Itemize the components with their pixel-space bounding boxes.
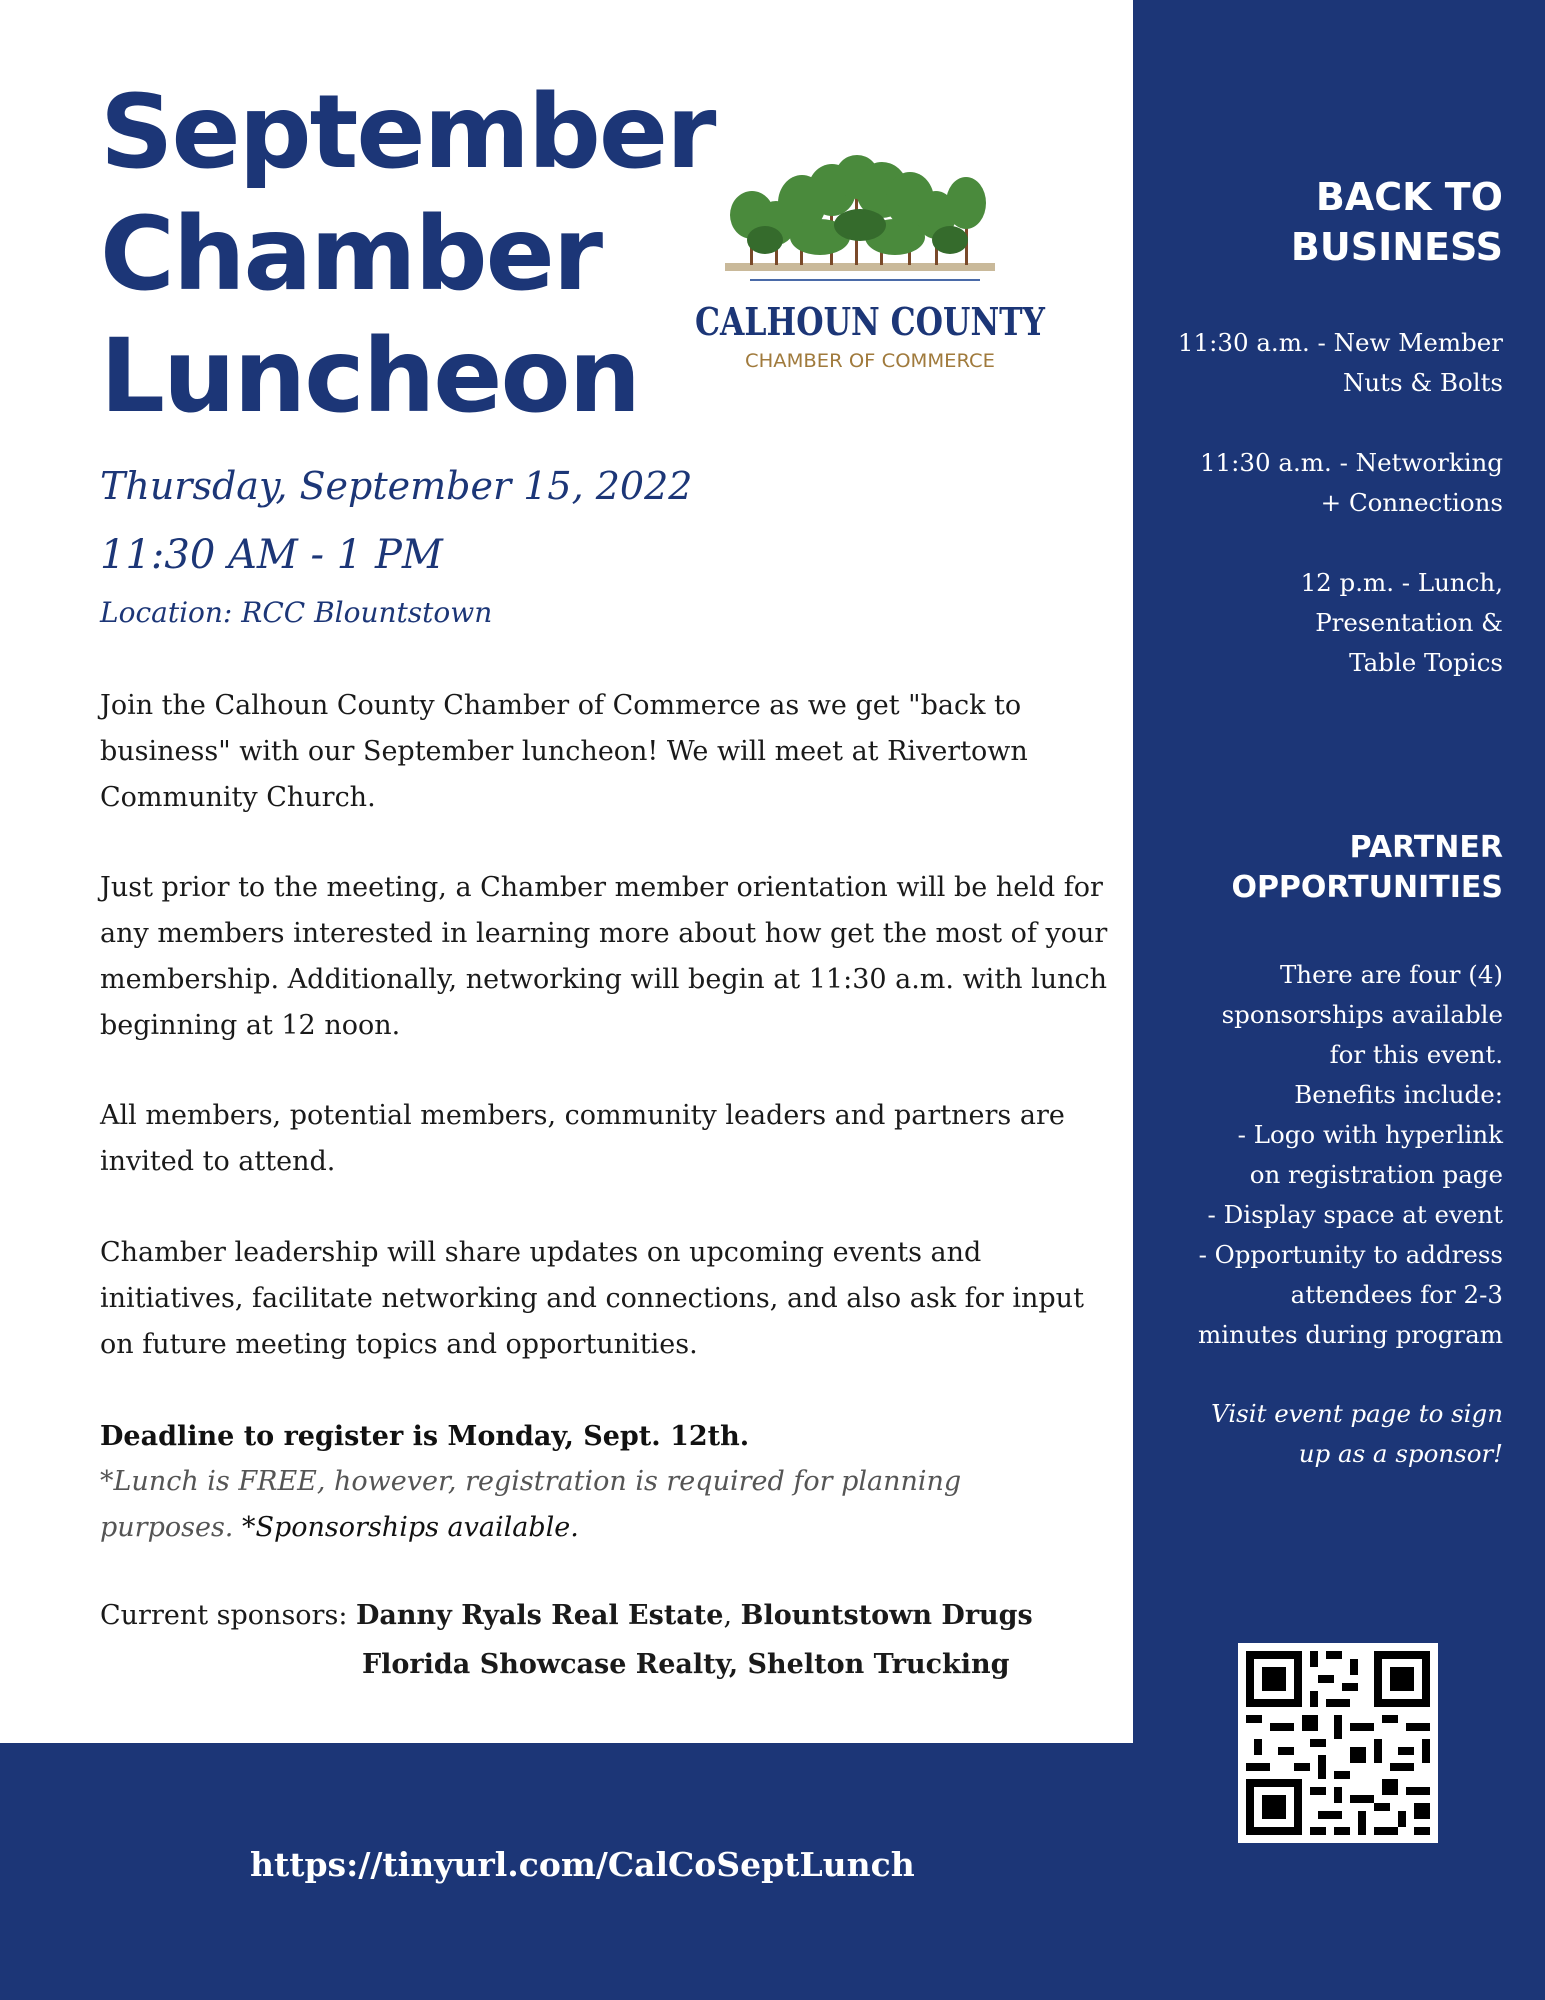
- agenda-line: + Connections: [1320, 488, 1503, 517]
- agenda-line: 12 p.m. - Lunch,: [1300, 568, 1503, 597]
- leadership-paragraph: Chamber leadership will share updates on upcoming events and initiatives, facilitate networking and connections, and also ask for input on future meeting topics and opportunities.: [100, 1237, 1084, 1360]
- partner-line: - Display space at event: [1207, 1200, 1503, 1229]
- logo-county-name: CALHOUN COUNTY: [695, 299, 1046, 344]
- chamber-logo: [680, 145, 1060, 385]
- sponsors-label: Current sponsors:: [100, 1600, 348, 1631]
- agenda-item-lunch: [1173, 563, 1503, 683]
- lunch-note-text: *Lunch is FREE, however, registration is required for planning purposes.: [100, 1466, 962, 1543]
- trees-icon: [725, 155, 995, 281]
- deadline-text: Deadline to register is Monday, Sept. 12th.: [100, 1421, 750, 1452]
- cta-line: Visit event page to sign: [1211, 1399, 1503, 1428]
- event-date: Thursday, September 15, 2022: [100, 464, 693, 508]
- agenda-item-networking: [1173, 443, 1503, 523]
- agenda-line: Nuts & Bolts: [1342, 368, 1503, 397]
- partner-line: There are four (4): [1279, 960, 1503, 989]
- partner-line: attendees for 2-3: [1290, 1280, 1503, 1309]
- title-line-2: Chamber: [100, 195, 602, 314]
- page-title: [100, 72, 714, 438]
- heading-line-2: OPPORTUNITIES: [1231, 870, 1503, 905]
- partner-opportunities-heading: [1231, 828, 1503, 908]
- sponsor-danny-ryals: Danny Ryals Real Estate: [356, 1600, 724, 1631]
- sponsor-call-to-action: [1173, 1394, 1503, 1474]
- logo-chamber-name: CHAMBER OF COMMERCE: [745, 350, 995, 372]
- agenda-line: 11:30 a.m. - Networking: [1199, 448, 1503, 477]
- partner-line: sponsorships available: [1221, 1000, 1503, 1029]
- intro-paragraph: Join the Calhoun County Chamber of Commerce as we get "back to business" with our September luncheon! We will meet at Rivertown Community Church.: [100, 690, 1028, 813]
- heading-line-1: BACK TO: [1315, 175, 1503, 219]
- event-time: 11:30 AM - 1 PM: [100, 532, 443, 578]
- partner-line: for this event.: [1329, 1040, 1503, 1069]
- agenda-line: Presentation &: [1315, 608, 1503, 637]
- partner-details: [1143, 955, 1503, 1355]
- lunch-note: [100, 1459, 1080, 1551]
- title-line-3: Luncheon: [100, 317, 640, 436]
- cta-line: up as a sponsor!: [1298, 1439, 1503, 1468]
- event-location: Location: RCC Blountstown: [100, 596, 493, 629]
- partner-line: on registration page: [1249, 1160, 1503, 1189]
- back-to-business-heading: [1291, 172, 1503, 272]
- partner-line: - Opportunity to address: [1198, 1240, 1503, 1269]
- partner-line: Benefits include:: [1294, 1080, 1503, 1109]
- agenda-line: Table Topics: [1349, 648, 1503, 677]
- partner-line: minutes during program: [1198, 1320, 1503, 1349]
- sponsorship-note: *Sponsorships available.: [242, 1512, 579, 1543]
- orientation-paragraph: Just prior to the meeting, a Chamber member orientation will be held for any members interested in learning more about how get the most of your membership. Additionally, networking will begin at 11:30 a.m. with lunch beginning at 12 noon.: [100, 872, 1108, 1041]
- sponsor-blountstown-drugs: Blountstown Drugs: [740, 1600, 1033, 1631]
- registration-link[interactable]: https://tinyurl.com/CalCoSeptLunch: [250, 1845, 915, 1884]
- heading-line-2: BUSINESS: [1290, 225, 1503, 269]
- invite-paragraph: All members, potential members, community leaders and partners are invited to attend.: [100, 1100, 1065, 1177]
- heading-line-1: PARTNER: [1349, 830, 1503, 865]
- sponsors-line-1: [100, 1593, 1100, 1639]
- sponsors-line-2: Florida Showcase Realty, Shelton Trucking: [362, 1649, 1010, 1680]
- qr-code-icon[interactable]: [1238, 1643, 1438, 1843]
- partner-line: - Logo with hyperlink: [1237, 1120, 1503, 1149]
- agenda-line: 11:30 a.m. - New Member: [1177, 328, 1503, 357]
- title-line-1: September: [100, 73, 715, 192]
- agenda-item-nuts-bolts: [1173, 323, 1503, 403]
- sponsor-separator: ,: [723, 1600, 733, 1631]
